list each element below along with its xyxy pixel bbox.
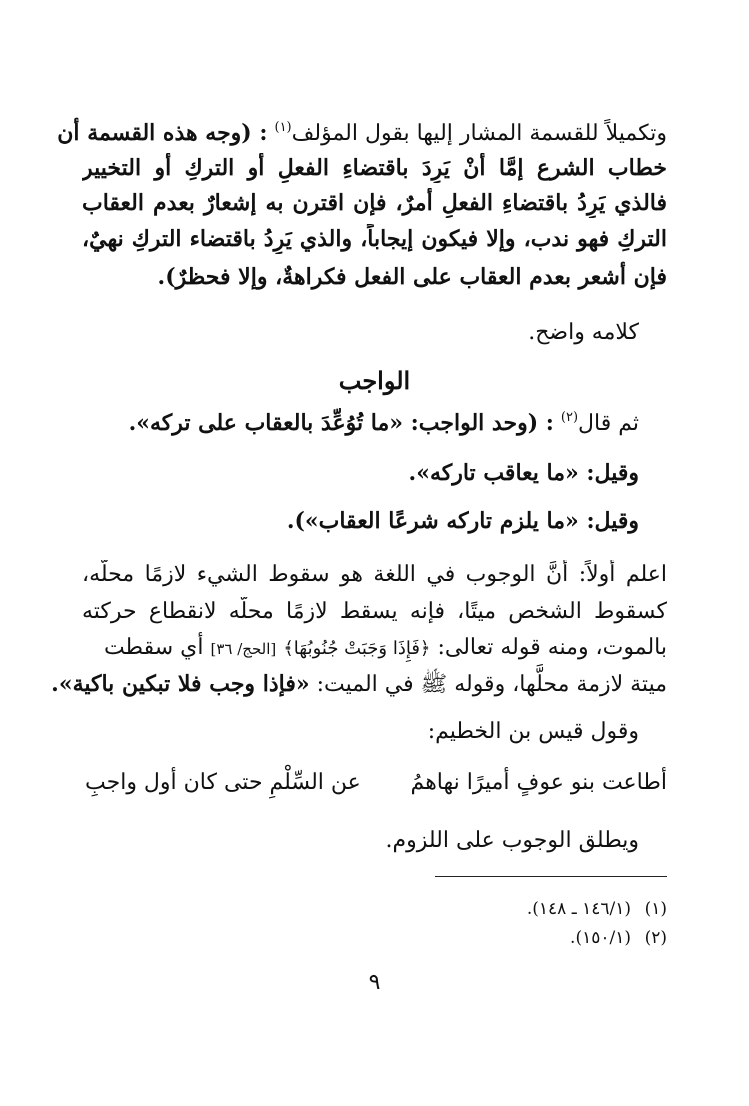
footnote-2: (٢)(١٥٠/١). [570, 928, 667, 948]
intro-line-2: خطاب الشرع إمَّا أنْ يَرِدَ باقتضاءِ الفعلِ أو التركِ أو التخيير [82, 155, 667, 181]
intro-line-3: فالذي يَرِدُ باقتضاءِ الفعلِ أمرٌ، فإن اقترن به إشعارٌ بعدم العقاب [82, 190, 667, 216]
explanation-line-2: كسقوط الشخص ميتًا، فإنه يسقط لازمًا محلَّه لانقطاع حركته [82, 599, 667, 624]
intro-line-1: وتكميلاً للقسمة المشار إليها بقول المؤلف$^{(١)}$ : (وجه هذه القسمة أن [57, 120, 667, 146]
commentary: كلامه واضح. [528, 320, 639, 345]
hadith-quote: «فإذا وجب فلا تبكين باكية». [51, 671, 310, 697]
page-number: ٩ [368, 970, 381, 995]
footnote-divider [435, 876, 667, 877]
explanation-line-4: ميتة لازمة محلَّها، وقوله ﷺ في الميت: «فإذا وجب فلا تبكين باكية». [51, 671, 667, 697]
definition-1: ثم قال$^{(٢)}$ : (وحد الواجب: «ما تُوُعِّدَ بالعقاب على تركه». [128, 410, 639, 436]
quran-verse: ﴿فَإِذَا وَجَبَتْ جُنُوبُهَا﴾ [283, 638, 431, 659]
footnote-ref-2[interactable]: (٢) [560, 410, 579, 425]
poem-second-hemistich: عن السِّلْمِ حتى كان أول واجبِ [85, 770, 361, 795]
footnote-ref-1[interactable]: (١) [274, 120, 292, 135]
intro-line-4: التركِ فهو ندب، وإلا فيكون إيجاباً، والذي يَرِدُ باقتضاء التركِ نهيٌ، [82, 226, 667, 252]
definition-3: وقيل: «ما يلزم تاركه شرعًا العقاب»). [286, 508, 639, 534]
verse-reference: [الحج/ ٣٦] [210, 640, 277, 658]
definition-2: وقيل: «ما يعاقب تاركه». [408, 460, 639, 486]
poem-first-hemistich: أطاعت بنو عوفٍ أميرًا نهاهمُ [410, 770, 667, 795]
explanation-line-3: بالموت، ومنه قوله تعالى: ﴿فَإِذَا وَجَبَتْ جُنُوبُهَا﴾ [الحج/ ٣٦] أي سقطت [103, 635, 667, 660]
intro-line-5: فإن أشعر بعدم العقاب على الفعل فكراهةٌ، وإلا فحظرٌ). [157, 264, 667, 290]
closing-line: ويطلق الوجوب على اللزوم. [385, 828, 639, 853]
footnote-1: (١)(١٤٦/١ ـ ١٤٨). [526, 899, 667, 919]
section-heading: الواجب [338, 366, 411, 395]
poet-intro: وقول قيس بن الخطيم: [427, 719, 639, 744]
explanation-line-1: اعلم أولاً: أنَّ الوجوب في اللغة هو سقوط الشيء لازمًا محلَّه، [82, 562, 667, 587]
